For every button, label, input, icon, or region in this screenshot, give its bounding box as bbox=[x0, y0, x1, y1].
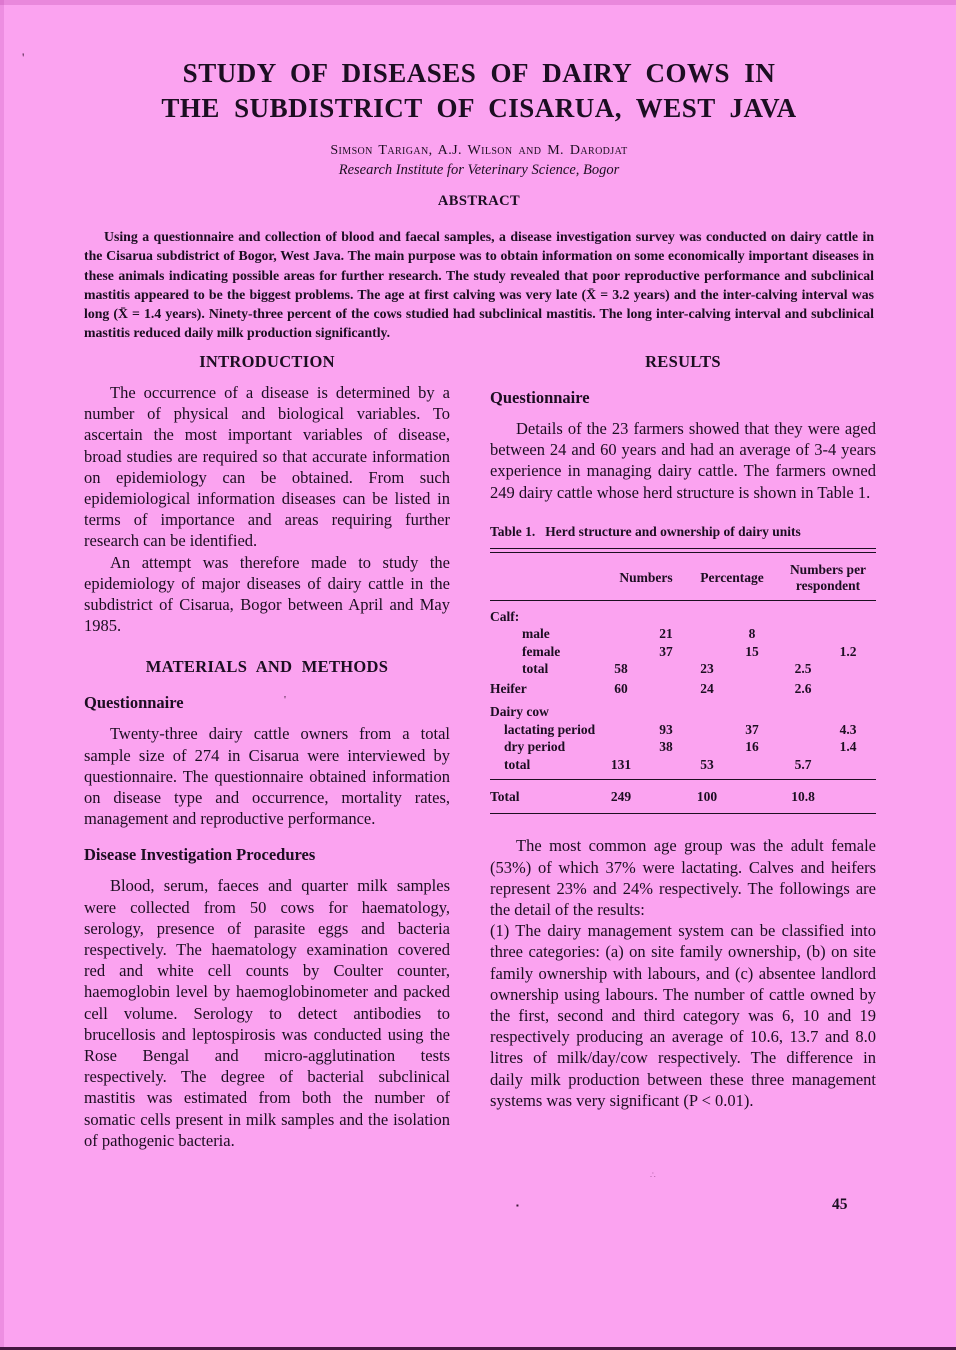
table-row bbox=[490, 680, 876, 698]
total-percentage: 100 bbox=[696, 789, 718, 805]
results-questionnaire-text: Details of the 23 farmers showed that they were aged between 24 and 60 years and had an average of 3-4 years experience in managing dairy cattle. The farmers owned 249 dairy cattle whose herd structure is shown in Table 1. bbox=[490, 419, 876, 502]
row-per-respondent bbox=[800, 625, 896, 643]
introduction-paragraph-2: An attempt was therefore made to study the epidemiology of major diseases of dairy cattle in the subdistrict of Cisarua, Bogor between April and May 1985. bbox=[84, 552, 450, 636]
introduction-paragraph-1: The occurrence of a disease is determined by a number of physical and biological variables. To ascertain the most important variables of disease, broad studies are required so that accurate information on epidemiology can be obtained. From such epidemiological information diseases can be listed in terms of importance and areas requiring further research can be identified. bbox=[84, 383, 450, 551]
abstract-heading: ABSTRACT bbox=[437, 193, 521, 209]
methods-heading: MATERIALS AND METHODS bbox=[145, 657, 389, 677]
row-percentage: 15 bbox=[745, 643, 759, 659]
table-header-numbers: Numbers bbox=[619, 569, 673, 585]
table-row bbox=[490, 608, 876, 626]
paper-title-line-1: STUDY OF DISEASES OF DAIRY COWS IN bbox=[182, 58, 776, 88]
row-percentage: 53 bbox=[700, 756, 714, 772]
introduction-heading: INTRODUCTION bbox=[199, 352, 335, 371]
row-label: female bbox=[522, 643, 561, 659]
results-heading: RESULTS bbox=[645, 352, 721, 371]
row-label: total bbox=[504, 756, 531, 772]
methods-questionnaire-text: Twenty-three dairy cattle owners from a total sample size of 274 in Cisarua were interviewed by questionnaire. The questionnaire obtained information on disease type and occurrence, mortality rates, management and reproductive performance. bbox=[84, 724, 450, 829]
total-per-respondent: 10.8 bbox=[791, 789, 815, 805]
row-percentage bbox=[684, 608, 780, 626]
row-percentage: 23 bbox=[700, 661, 714, 677]
table-header-row bbox=[490, 553, 876, 600]
results-after-table-text: The most common age group was the adult female (53%) of which 37% were lactating. Calves and heifers represent 23% and 24% respectively. The followings are the detail of the results: bbox=[490, 836, 876, 919]
abstract-section bbox=[84, 193, 874, 357]
table-row bbox=[490, 756, 876, 774]
right-column bbox=[490, 348, 876, 1151]
row-label: total bbox=[522, 661, 549, 677]
title-block bbox=[84, 56, 874, 179]
authors: Simson Tarigan, A.J. Wilson and M. Darodjat bbox=[330, 143, 628, 158]
page-number: 45 bbox=[832, 1196, 848, 1213]
row-numbers: 21 bbox=[659, 626, 673, 642]
row-numbers: 60 bbox=[614, 680, 628, 696]
row-per-respondent: 2.6 bbox=[794, 680, 812, 696]
table-1-caption-label: Table 1. bbox=[490, 523, 536, 539]
table-row bbox=[490, 738, 876, 756]
row-numbers: 58 bbox=[614, 661, 628, 677]
row-numbers bbox=[608, 608, 684, 626]
table-1-caption bbox=[490, 524, 876, 540]
methods-questionnaire-heading: Questionnaire bbox=[84, 693, 184, 713]
table-row bbox=[490, 643, 876, 661]
table-row bbox=[490, 703, 876, 721]
row-label: Dairy cow bbox=[490, 704, 549, 720]
row-percentage: 24 bbox=[700, 680, 714, 696]
scan-artifact: ∴ bbox=[650, 1170, 656, 1180]
results-questionnaire-heading: Questionnaire bbox=[490, 388, 590, 407]
row-numbers: 131 bbox=[610, 756, 632, 772]
row-numbers: 37 bbox=[659, 643, 673, 659]
paper-title-line-2: THE SUBDISTRICT OF CISARUA, WEST JAVA bbox=[161, 93, 797, 123]
row-per-respondent bbox=[780, 703, 876, 721]
table-1 bbox=[490, 524, 876, 815]
table-header-percentage: Percentage bbox=[700, 569, 764, 585]
table-row bbox=[490, 660, 876, 678]
table-row bbox=[490, 721, 876, 739]
scan-artifact: ' bbox=[22, 50, 25, 65]
left-column bbox=[84, 348, 450, 1151]
row-numbers bbox=[608, 703, 684, 721]
row-numbers: 38 bbox=[659, 739, 673, 755]
row-label: male bbox=[522, 626, 550, 642]
table-body bbox=[490, 601, 876, 780]
row-label: Heifer bbox=[490, 680, 527, 696]
row-per-respondent: 5.7 bbox=[794, 756, 812, 772]
column-gap bbox=[450, 348, 490, 1151]
two-column-body bbox=[84, 348, 876, 1151]
row-per-respondent: 1.2 bbox=[839, 643, 857, 659]
row-percentage: 37 bbox=[745, 721, 759, 737]
affiliation: Research Institute for Veterinary Science, Bogor bbox=[338, 162, 620, 178]
row-label: Calf: bbox=[490, 608, 520, 624]
row-percentage: 8 bbox=[748, 626, 756, 642]
scan-edge-left bbox=[0, 0, 4, 1350]
row-per-respondent: 2.5 bbox=[794, 661, 812, 677]
row-per-respondent bbox=[780, 608, 876, 626]
row-per-respondent: 1.4 bbox=[839, 739, 857, 755]
table-header-per-respondent: Numbers per respondent bbox=[789, 561, 867, 593]
scan-artifact: ' bbox=[284, 694, 286, 706]
table-row bbox=[490, 625, 876, 643]
methods-procedures-text: Blood, serum, faeces and quarter milk samples were collected from 50 cows for haematology, serology, presence of parasite eggs and bacteria respectively. The haematology examination covered red and white cell counts by Coulter counter, haemoglobin level by haemoglobinometer and packed cell volume. Serology to detect antibodies to brucellosis and leptospirosis was conducted using the Rose Bengal and micro-agglutination tests respectively. The degree of bacterial subclinical mastitis was estimated from both the number of somatic cells present in milk samples and the isolation of pathogenic bacteria. bbox=[84, 876, 450, 1150]
table-1-caption-text: Herd structure and ownership of dairy units bbox=[545, 523, 801, 539]
row-label: dry period bbox=[504, 739, 566, 755]
row-per-respondent: 4.3 bbox=[839, 721, 857, 737]
results-item-1: (1) The dairy management system can be classified into three categories: (a) on site family ownership, (b) on site family ownership with labours, and (c) absentee landlord ownership using labours. The number of cattle owned by the first, second and third category was 6, 10 and 19 respectively producing an average of 10.6, 13.7 and 8.0 litres of milk/day/cow respectively. The difference in daily milk production between these three management systems was very significant (P < 0.01). bbox=[490, 921, 876, 1110]
table-rule-bottom bbox=[490, 813, 876, 814]
row-percentage bbox=[684, 703, 780, 721]
row-label: lactating period bbox=[504, 721, 596, 737]
methods-procedures-heading: Disease Investigation Procedures bbox=[84, 845, 316, 865]
scan-edge-top bbox=[0, 0, 956, 5]
scan-artifact: ▪ bbox=[516, 1201, 519, 1210]
row-percentage: 16 bbox=[745, 739, 759, 755]
table-total-row bbox=[490, 780, 876, 813]
total-numbers: 249 bbox=[610, 789, 632, 805]
total-label: Total bbox=[490, 789, 520, 805]
row-numbers: 93 bbox=[659, 721, 673, 737]
abstract-text: Using a questionnaire and collection of blood and faecal samples, a disease investigation survey was conducted on dairy cattle in the Cisarua subdistrict of Bogor, West Java. The main purpose was to obtain information on some economically important diseases in these animals indicating possible areas for further research. The study revealed that poor reproductive performance and subclinical mastitis appeared to be the biggest problems. The age at first calving was very late (X̄ = 3.2 years) and the inter-calving interval was long (X̄ = 1.4 years). Ninety-three percent of the cows studied had subclinical mastitis. The long inter-calving interval and subclinical mastitis reduced daily milk production significantly. bbox=[84, 229, 874, 341]
